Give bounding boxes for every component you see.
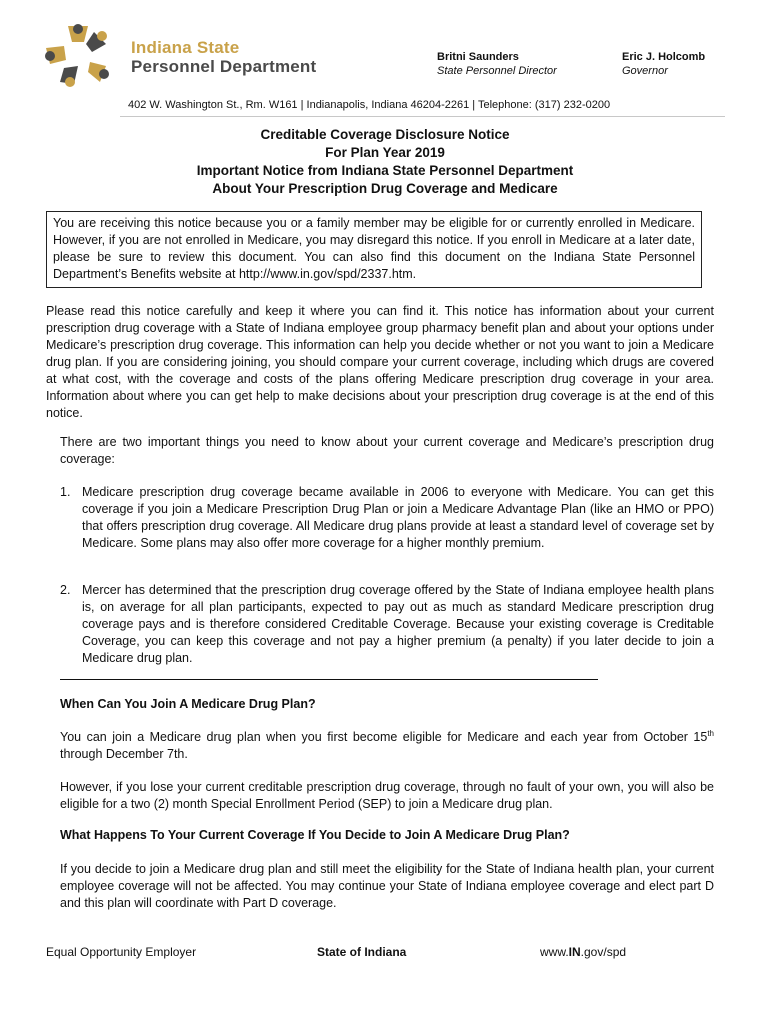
logo-icon: [44, 22, 110, 88]
current-coverage-paragraph: If you decide to join a Medicare drug plan and still meet the eligibility for the State of Indiana health plan, your current employee coverage will not be affected. You may continue your State of Indiana employee coverage and elect part D and this plan will coordinate with Part D coverage.: [60, 862, 714, 910]
header-divider: [120, 116, 725, 117]
title-line-1: Creditable Coverage Disclosure Notice: [260, 127, 510, 142]
address-line: 402 W. Washington St., Rm. W161 | Indianapolis, Indiana 46204-2261 | Telephone: (317) 232-0200: [128, 99, 611, 111]
governor-title: Governor: [622, 65, 668, 77]
join-paragraph-1: You can join a Medicare drug plan when you first become eligible for Medicare and each year from October 15th through December 7th.: [60, 728, 714, 761]
notice-box: You are receiving this notice because you or a family member may be eligible for or currently enrolled in Medicare. However, if you are not enrolled in Medicare, you may disregard this notice. If you enroll in Medicare at a later date, please be sure to review this document. You can also find this document on the Indiana State Personnel Department’s Benefits website at http://www.in.gov/spd/2337.htm.: [46, 211, 702, 288]
footer-url[interactable]: www.IN.gov/spd: [540, 945, 627, 959]
list-item: Mercer has determined that the prescription drug coverage offered by the State of Indiana employee health plans is, on average for all plan participants, expected to pay out as much as standard Medicare prescription drug coverage pays and is therefore considered Creditable Coverage. Because your existing coverage is Creditable Coverage, you can keep this coverage and not pay a higher premium (a penalty) if you later decide to join a Medicare drug plan.: [82, 583, 714, 665]
section-heading-current-coverage: What Happens To Your Current Coverage If You Decide to Join A Medicare Drug Plan?: [60, 828, 570, 842]
footer-eoe: Equal Opportunity Employer: [46, 945, 197, 959]
section-divider: [60, 679, 598, 680]
logo-text-line2: Personnel Department: [131, 57, 317, 76]
governor-block: [622, 50, 705, 78]
title-line-2: For Plan Year 2019: [325, 145, 445, 160]
title-line-3: Important Notice from Indiana State Personnel Department: [196, 163, 574, 178]
list-item-number: 1.: [60, 485, 71, 499]
list-item: Medicare prescription drug coverage became available in 2006 to everyone with Medicare. You can get this coverage if you join a Medicare Prescription Drug Plan or join a Medicare Advantage Plan (like an HMO or PPO) that offers prescription drug coverage. All Medicare drug plans provide at least a standard level of coverage set by Medicare. Some plans may also offer more coverage for a higher monthly premium.: [82, 485, 714, 550]
document-title: [0, 126, 770, 198]
director-name: Britni Saunders: [437, 51, 519, 63]
logo-text-line1: Indiana State: [131, 38, 240, 57]
intro-paragraph: Please read this notice carefully and keep it where you can find it. This notice has information about your current prescription drug coverage with a State of Indiana employee group pharmacy benefit plan and about your options under Medicare’s prescription drug coverage. This information can help you decide whether or not you want to join a Medicare drug plan. If you are considering joining, you should compare your current coverage, including which drugs are covered at what cost, with the coverage and costs of the plans offering Medicare prescription drug coverage in your area. Information about where you can get help to make decisions about your prescription drug coverage is at the end of this notice.: [46, 304, 714, 420]
director-title: State Personnel Director: [437, 65, 557, 77]
footer-state: State of Indiana: [317, 945, 407, 959]
director-block: [437, 50, 557, 78]
join-paragraph-2: However, if you lose your current creditable prescription drug coverage, through no fault of your own, you will also be eligible for a two (2) month Special Enrollment Period (SEP) to join a Medicare drug plan.: [60, 780, 714, 811]
section-heading-join: When Can You Join A Medicare Drug Plan?: [60, 697, 316, 711]
list-item-number: 2.: [60, 583, 71, 597]
two-things-paragraph: There are two important things you need to know about your current coverage and Medicare’s prescription drug coverage:: [60, 435, 714, 466]
governor-name: Eric J. Holcomb: [622, 51, 706, 63]
title-line-4: About Your Prescription Drug Coverage and Medicare: [212, 181, 558, 196]
ordinal-suffix: th: [707, 728, 714, 738]
